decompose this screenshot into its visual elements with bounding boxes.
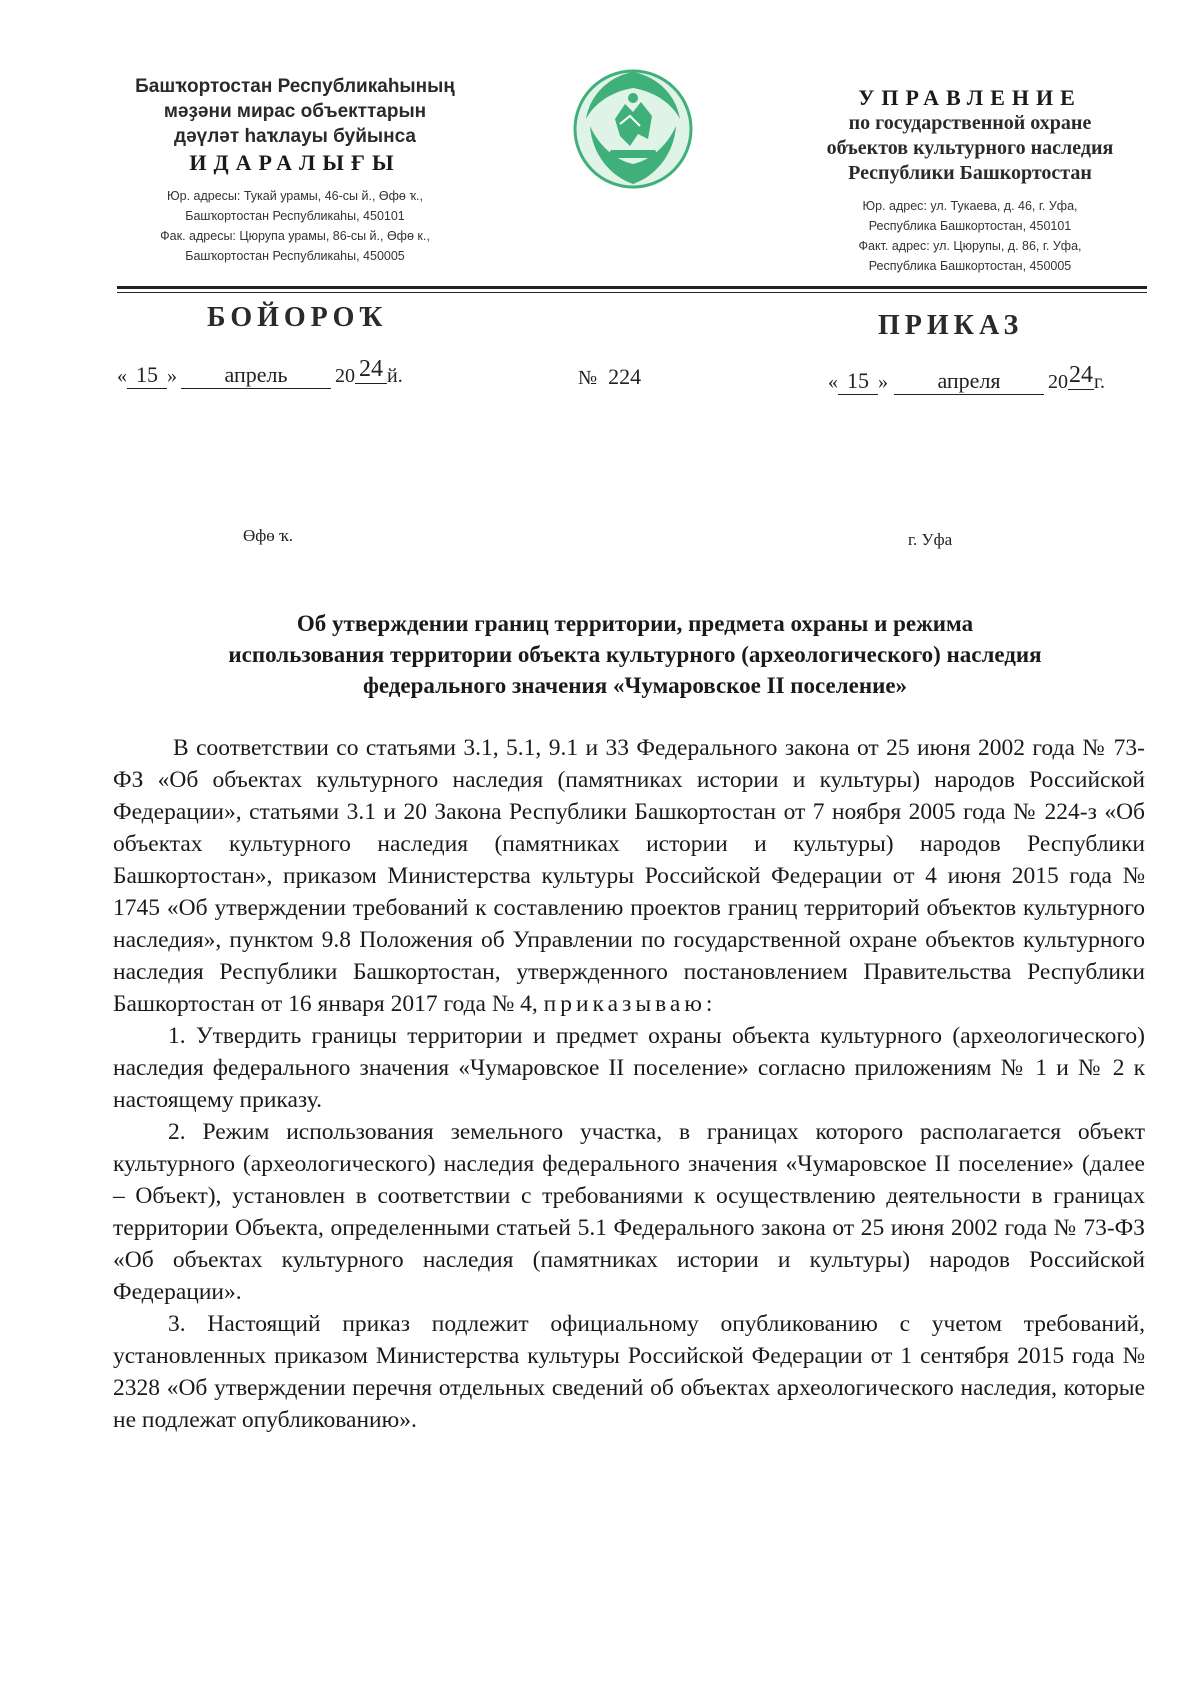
date-day: 15	[838, 368, 878, 395]
right-header	[770, 84, 1170, 276]
left-header-line: мәҙәни мирас объекттарын	[163, 101, 427, 122]
title-line: использования территории объекта культурного (археологического) наследия	[228, 642, 1042, 667]
date-month: апреля	[894, 368, 1044, 395]
order-number: № 224	[578, 364, 642, 389]
right-address	[770, 196, 1170, 276]
right-header-title: УПРАВЛЕНИЕ	[858, 85, 1082, 110]
date-year: 24	[1069, 362, 1093, 388]
order-number-value: 224	[608, 364, 642, 389]
document-body	[113, 732, 1145, 1436]
address-line: Республика Башкортостан, 450101	[868, 219, 1072, 233]
title-line: федерального значения «Чумаровское II поселение»	[362, 673, 908, 698]
doc-type-left: БОЙОРОҠ	[207, 302, 388, 333]
header-divider	[117, 292, 1147, 293]
left-header-line: дәүләт һаҡлауы буйынса	[174, 126, 416, 147]
date-left: « 15 » апрель 20 24 й.	[117, 356, 403, 387]
date-year: 24	[355, 356, 387, 384]
order-item: 1. Утвердить границы территории и предмет охраны объекта культурного (археологического) наследия федерального значения «Чумаровское II поселение» согласно приложениям № 1 и № 2 к настоящему приказу.	[113, 1023, 1145, 1113]
header-divider	[117, 286, 1147, 289]
date-right: « 15 » апреля 2024г.	[828, 362, 1105, 393]
city-right: г. Уфа	[908, 530, 953, 549]
address-line: Башҡортостан Республикаһы, 450101	[185, 209, 405, 223]
address-line: Фак. адресы: Цюрупа урамы, 86-сы й., Өфө к.,	[160, 229, 430, 243]
address-line: Факт. адрес: ул. Цюрупы, д. 86, г. Уфа,	[858, 239, 1082, 253]
left-header-title: ИДАРАЛЫҒЫ	[189, 150, 401, 175]
address-line: Юр. адрес: ул. Тукаева, д. 46, г. Уфа,	[862, 199, 1078, 213]
address-line: Башҡортостан Республикаһы, 450005	[185, 249, 405, 263]
coat-of-arms-icon	[570, 64, 696, 194]
order-word: приказываю:	[543, 991, 717, 1017]
right-header-line: объектов культурного наследия	[826, 137, 1114, 159]
doc-type-right: ПРИКАЗ	[878, 310, 1024, 341]
left-header	[95, 74, 495, 266]
document-title	[100, 608, 1170, 701]
city-left: Өфө ҡ.	[243, 526, 294, 545]
right-header-line: по государственной охране	[848, 112, 1092, 134]
preamble-paragraph: В соответствии со статьями 3.1, 5.1, 9.1 и 33 Федерального закона от 25 июня 2002 года № 73-ФЗ «Об объектах культурного наследия (памятниках истории и культуры) народов Российской Федерации», статьями 3.1 и 20 Закона Республики Башкортостан от 7 ноября 2005 года № 224-з «Об объектах культурного наследия (памятниках истории и культуры) народов Республики Башкортостан», приказом Министерства культуры Российской Федерации от 4 июня 2015 года № 1745 «Об утверждении требований к составлению проектов границ территорий объектов культурного наследия», пунктом 9.8 Положения об Управлении по государственной охране объектов культурного наследия Республики Башкортостан, утвержденного постановлением Правительства Республики Башкортостан от 16 января 2017 года № 4, приказываю:	[113, 735, 1145, 1017]
left-address	[95, 186, 495, 266]
left-header-line: Башҡортостан Республикаһының	[135, 76, 455, 97]
title-line: Об утверждении границ территории, предмета охраны и режима	[296, 611, 974, 636]
address-line: Республика Башкортостан, 450005	[868, 259, 1072, 273]
date-day: 15	[127, 362, 167, 389]
right-header-line: Республики Башкортостан	[848, 162, 1092, 184]
address-line: Юр. адресы: Тукай урамы, 46-сы й., Өфө ҡ.,	[167, 189, 423, 203]
order-item: 3. Настоящий приказ подлежит официальному опубликованию с учетом требований, установленных приказом Министерства культуры Российской Федерации от 1 сентября 2015 года № 2328 «Об утверждении перечня отдельных сведений об объектах археологического наследия, которые не подлежат опубликованию».	[113, 1311, 1145, 1433]
date-month: апрель	[181, 362, 331, 389]
order-item: 2. Режим использования земельного участка, в границах которого располагается объект культурного (археологического) наследия федерального значения «Чумаровское II поселение» (далее – Объект), установлен в соответствии с требованиями к осуществлению деятельности в границах территории Объекта, определенными статьей 5.1 Федерального закона от 25 июня 2002 года № 73-ФЗ «Об объектах культурного наследия (памятниках истории и культуры) народов Российской Федерации».	[113, 1119, 1145, 1305]
